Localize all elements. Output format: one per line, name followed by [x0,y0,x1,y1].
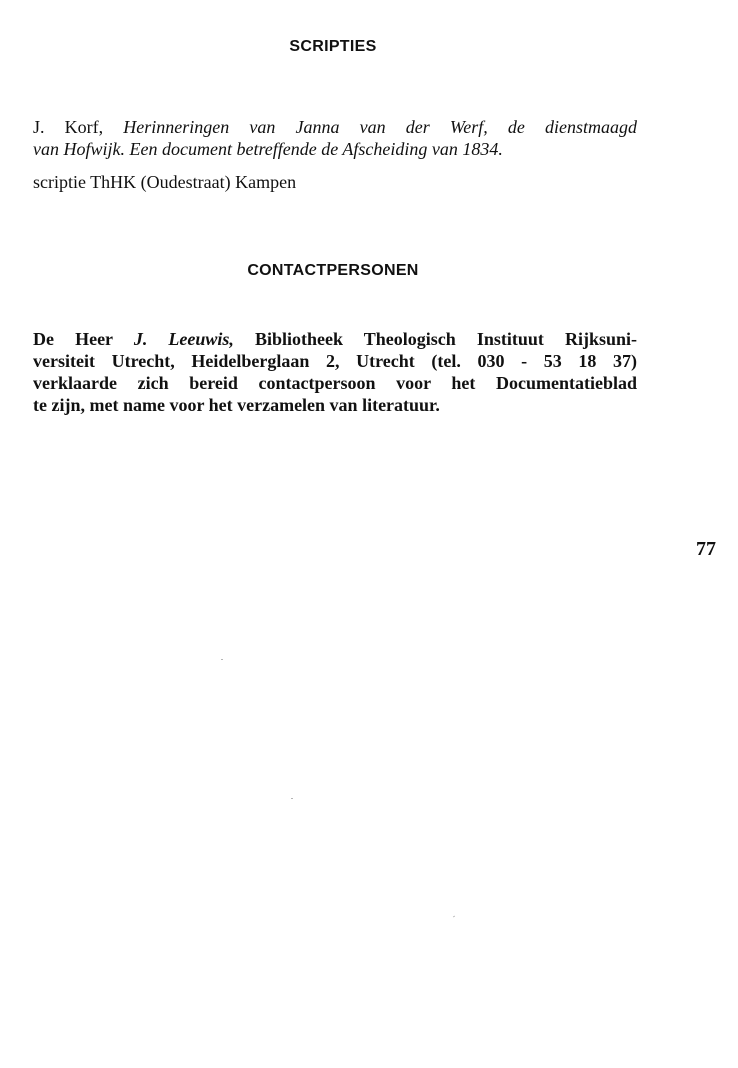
section-heading-scripties: SCRIPTIES [289,38,377,55]
contact-name: J. Leeuwis, [133,329,234,349]
thesis-entry [33,116,637,160]
contact-prefix: De Heer [33,329,113,349]
page-number: 77 [696,538,716,560]
contact-line-3: verklaarde zich bereid contactpersoon voor het Documentatieblad [33,373,637,393]
thesis-title-part-1: Herinneringen van Janna van der Werf, de dienstmaagd [123,117,638,137]
thesis-title-part-2: van Hofwijk. Een document betreffende de Afscheiding van 1834. [33,139,503,159]
contact-line-1 [33,328,637,350]
thesis-entry-line-1 [33,116,637,138]
contact-line-4: te zijn, met name voor het verzamelen van literatuur. [33,395,440,415]
scan-speck [291,798,293,799]
contact-line-2: versiteit Utrecht, Heidelberglaan 2, Utrecht (tel. 030 - 53 18 37) [33,351,637,371]
contact-line-1-rest: Bibliotheek Theologisch Instituut Rijksuni- [255,329,638,349]
scan-speck [221,659,223,660]
contact-paragraph [33,328,637,416]
thesis-type: scriptie ThHK (Oudestraat) Kampen [33,172,297,192]
section-heading-contactpersonen: CONTACTPERSONEN [247,262,419,279]
scan-speck [453,916,455,918]
thesis-author: J. Korf, [33,117,104,137]
